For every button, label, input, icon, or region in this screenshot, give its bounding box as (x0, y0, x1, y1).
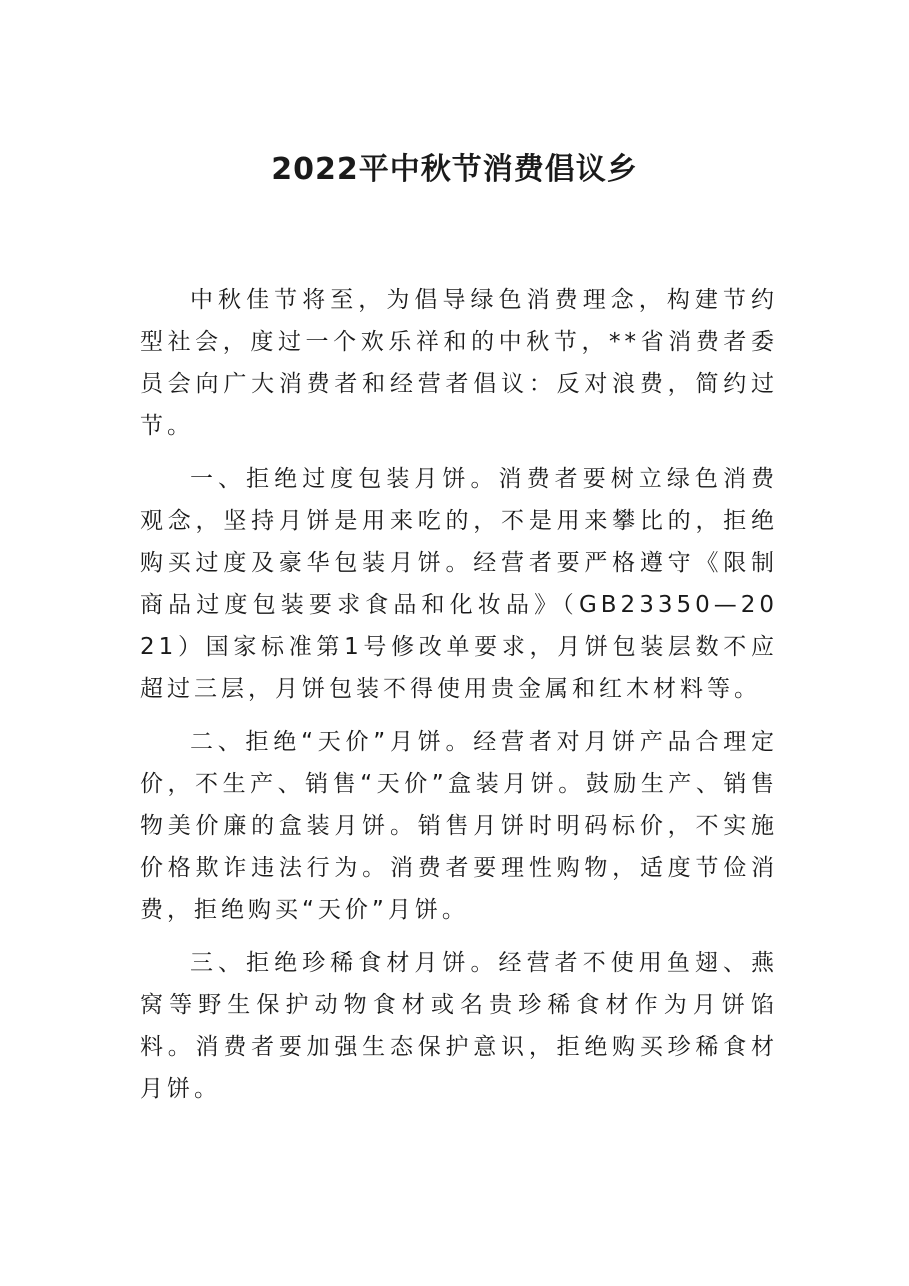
paragraph-intro: 中秋佳节将至，为倡导绿色消费理念，构建节约型社会，度过一个欢乐祥和的中秋节，**省消费者委员会向广大消费者和经营者倡议：反对浪费，简约过节。 (140, 287, 778, 439)
document-body (140, 279, 778, 1121)
document-title: 2022平中秋节消费倡议乡 (271, 152, 638, 187)
paragraph-item-2: 二、拒绝“天价”月饼。经营者对月饼产品合理定价，不生产、销售“天价”盒装月饼。鼓励生产、销售物美价廉的盒装月饼。销售月饼时明码标价，不实施价格欺诈违法行为。消费者要理性购物，适度节俭消费，拒绝购买“天价”月饼。 (140, 729, 778, 923)
paragraph-item-1: 一、拒绝过度包装月饼。消费者要树立绿色消费观念，坚持月饼是用来吃的，不是用来攀比的，拒绝购买过度及豪华包装月饼。经营者要严格遵守《限制商品过度包装要求食品和化妆品》（GB23350—2021）国家标准第1号修改单要求，月饼包装层数不应超过三层，月饼包装不得使用贵金属和红木材料等。 (140, 466, 778, 702)
paragraph-item-3: 三、拒绝珍稀食材月饼。经营者不使用鱼翅、燕窝等野生保护动物食材或名贵珍稀食材作为月饼馅料。消费者要加强生态保护意识，拒绝购买珍稀食材月饼。 (140, 950, 778, 1102)
